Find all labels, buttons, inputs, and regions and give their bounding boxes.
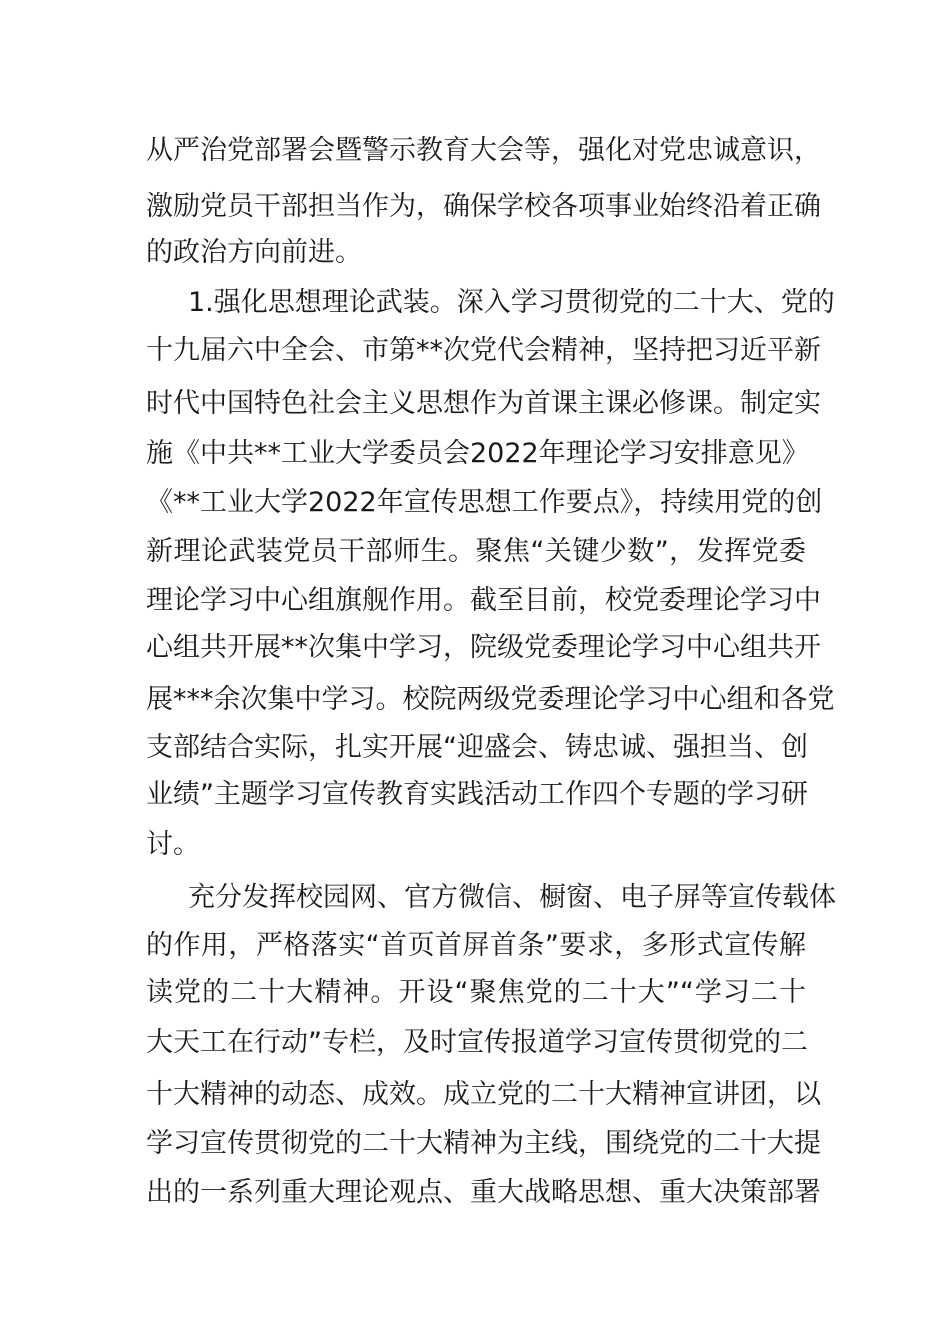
text-line: 出的一系列重大理论观点、重大战略思想、重大决策部署 xyxy=(146,1177,821,1208)
text-line: 的作用，严格落实“首页首屏首条”要求，多形式宣传解 xyxy=(146,930,806,961)
text-line: 从严治党部署会暨警示教育大会等，强化对党忠诚意识， xyxy=(146,135,821,166)
text-line: 讨。 xyxy=(146,829,200,860)
text-line: 展***余次集中学习。校院两级党委理论学习中心组和各党 xyxy=(146,684,835,715)
text-line: 激励党员干部担当作为，确保学校各项事业始终沿着正确 xyxy=(146,191,821,222)
text-line: 新理论武装党员干部师生。聚焦“关键少数”，发挥党委 xyxy=(146,536,806,567)
text-line: 支部结合实际，扎实开展“迎盛会、铸忠诚、强担当、创 xyxy=(146,732,808,763)
text-line: 的政治方向前进。 xyxy=(146,237,362,268)
text-line: 《**工业大学2022年宣传思想工作要点》，持续用党的创 xyxy=(146,487,823,518)
text-line: 1.强化思想理论武装。深入学习贯彻党的二十大、党的 xyxy=(188,287,835,318)
text-line: 十九届六中全会、市第**次党代会精神，坚持把习近平新 xyxy=(146,335,821,366)
text-line: 大天工在行动”专栏，及时宣传报道学习宣传贯彻党的二 xyxy=(146,1027,808,1058)
text-line: 心组共开展**次集中学习，院级党委理论学习中心组共开 xyxy=(146,632,821,663)
text-line: 施《中共**工业大学委员会2022年理论学习安排意见》 xyxy=(146,438,809,469)
text-line: 读党的二十大精神。开设“聚焦党的二十大”“学习二十 xyxy=(146,977,806,1008)
text-line: 充分发挥校园网、官方微信、橱窗、电子屏等宣传载体 xyxy=(188,882,836,913)
text-line: 业绩”主题学习宣传教育实践活动工作四个专题的学习研 xyxy=(146,779,808,810)
text-line: 时代中国特色社会主义思想作为首课主课必修课。制定实 xyxy=(146,388,821,419)
text-line: 理论学习中心组旗舰作用。截至目前，校党委理论学习中 xyxy=(146,585,821,616)
text-line: 十大精神的动态、成效。成立党的二十大精神宣讲团，以 xyxy=(146,1079,821,1110)
text-line: 学习宣传贯彻党的二十大精神为主线，围绕党的二十大提 xyxy=(146,1128,821,1159)
